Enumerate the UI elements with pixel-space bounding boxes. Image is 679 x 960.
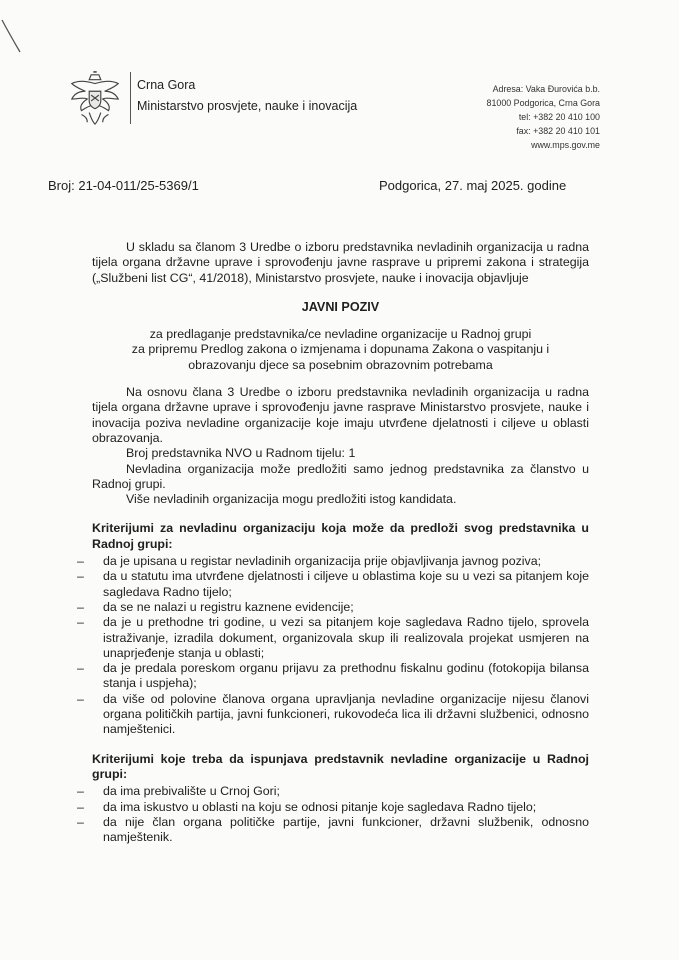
subtitle-line: za pripremu Predlog zakona o izmjenama i dopunama Zakona o vaspitanju i bbox=[131, 342, 550, 357]
ministry-name: Ministarstvo prosvjete, nauke i inovacija bbox=[137, 99, 358, 113]
list-item: – da više od polovine članova organa upravljanja nevladine organizacije nijesu članovi organa političkih partija, javni funkcioneri, rukovodeća lica ili državni službenici, odnosno namještenici. bbox=[77, 691, 589, 737]
criteria-org-list bbox=[77, 554, 589, 738]
list-item: – da ima iskustvo u oblasti na koju se odnosi pitanje koje sagledava Radno tijelo; bbox=[77, 799, 537, 814]
subtitle-line: za predlaganje predstavnika/ce nevladine organizacije u Radnoj grupi bbox=[149, 327, 532, 342]
document-date: Podgorica, 27. maj 2025. godine bbox=[379, 178, 567, 193]
contact-fax: fax: +382 20 410 101 bbox=[516, 126, 600, 136]
list-item: – da nije član organa političke partije, javni funkcioner, državni službenik, odnosno namještenik. bbox=[77, 814, 589, 845]
list-item: – da u statutu ima utvrđene djelatnosti i ciljeve u oblastima koje su u vezi sa pitanjem koje sagledava Radno tijelo; bbox=[77, 569, 589, 599]
ministry-header bbox=[137, 75, 357, 117]
contact-block bbox=[487, 82, 600, 152]
contact-web: www.mps.gov.me bbox=[531, 140, 600, 150]
subtitle-line: obrazovanju djece sa posebnim obrazovnim potrebama bbox=[188, 357, 493, 372]
document-title: JAVNI POZIV bbox=[301, 299, 380, 314]
intro-paragraph: U skladu sa članom 3 Uredbe o izboru predstavnika nevladinih organizacija u radna tijela organa državne uprave i sprovođenju javne rasprave u pripremi zakona i strategija („Službeni list CG“, 41/2018), Ministarstvo prosvjete, nauke i inovacija objavljuje bbox=[92, 240, 589, 285]
contact-city: 81000 Podgorica, Crna Gora bbox=[486, 98, 600, 108]
criteria-rep-list bbox=[77, 784, 589, 845]
paragraph-one-rep: Nevladina organizacija može predložiti samo jednog predstavnika za članstvo u Radnoj grupi. bbox=[92, 461, 589, 491]
list-item: – da je upisana u registar nevladinih organizacija prije objavljivanja javnog poziva; bbox=[77, 554, 542, 569]
document-body bbox=[77, 240, 589, 845]
criteria-org-title: Kriterijumi za nevladinu organizaciju koja može da predloži svog predstavnika u Radnoj grupi: bbox=[92, 521, 589, 551]
list-item: – da ima prebivalište u Crnoj Gori; bbox=[77, 784, 280, 799]
list-item: – da je u prethodne tri godine, u vezi sa pitanjem koje sagledava Radno tijelo, sprovela istraživanje, izradila dokument, organizovala skup ili realizovala projekat usmjeren na unaprjeđenje stanja u oblasti; bbox=[77, 615, 589, 660]
coat-of-arms-icon bbox=[66, 70, 124, 128]
paragraph-number-of-reps: Broj predstavnika NVO u Radnom tijelu: 1 bbox=[126, 446, 356, 461]
paragraph-same-candidate: Više nevladinih organizacija mogu predložiti istog kandidata. bbox=[126, 492, 457, 507]
list-item: – da je predala poreskom organu prijavu za prethodnu fiskalnu godinu (fotokopija bilansa stanja i uspjeha); bbox=[77, 661, 589, 691]
contact-tel: tel: +382 20 410 100 bbox=[518, 112, 600, 122]
list-item: – da se ne nalazi u registru kaznene evidencije; bbox=[77, 599, 354, 614]
country-name: Crna Gora bbox=[137, 78, 196, 92]
paragraph-basis: Na osnovu člana 3 Uredbe o izboru predstavnika nevladinih organizacija u radna tijela organa državne uprave i sprovođenju javne rasprave Ministarstvo prosvjete, nauke i inovacija poziva nevladine organizacije koje imaju utvrđene djelatnosti i ciljeve u oblasti obrazovanja. bbox=[92, 385, 589, 445]
corner-pen-mark bbox=[0, 0, 40, 70]
criteria-rep-title: Kriterijumi koje treba da ispunjava predstavnik nevladine organizacije u Radnoj grupi: bbox=[92, 751, 589, 781]
document-number: Broj: 21-04-011/25-5369/1 bbox=[48, 178, 199, 193]
contact-address: Adresa: Vaka Đurovića b.b. bbox=[492, 84, 600, 94]
header-divider bbox=[130, 72, 131, 124]
